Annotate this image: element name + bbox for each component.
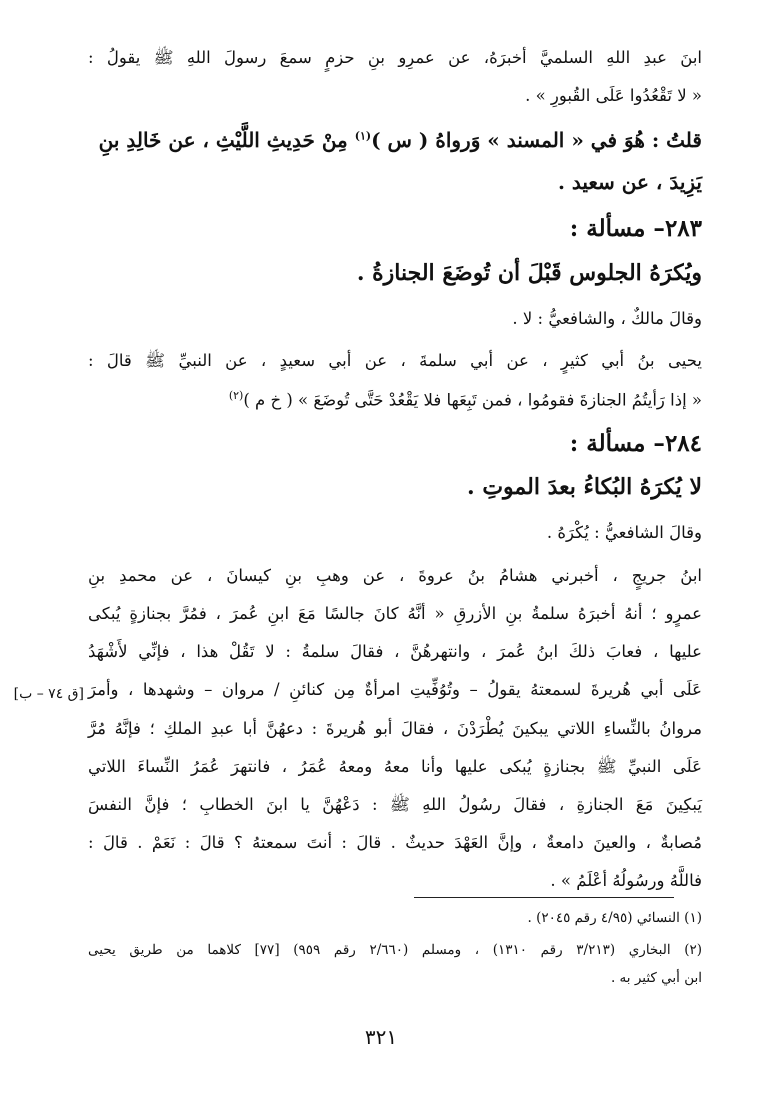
footnote-separator	[414, 897, 674, 898]
section-heading: ٢٨٣– مسألة :	[569, 215, 702, 242]
section-heading: ٢٨٤– مسألة :	[569, 430, 702, 457]
text-line: « لا تَقْعُدُوا عَلَى القُبورِ » .	[525, 86, 702, 105]
text-line: فاللَّهُ ورسُولُهُ أعْلَمُ » .	[550, 871, 702, 890]
footnote-reference: (٢)	[228, 389, 244, 402]
footnote: (١) النسائي (٤/٩٥ رقم ٢٠٤٥) .	[527, 910, 702, 926]
text-line: مروانُ بالنِّساءِ اللاتي يبكينَ يُطْرَدْنَ ، فقالَ أبو هُريرةَ : دعهُنَّ أبا عبدِ الملكِ ؛ فإنَّهُ مُرَّ	[88, 719, 702, 738]
text-line: عَلَى النبيِّ ﷺ بجنازةٍ يُبكى عليها وأنا معهُ ومعهُ عُمَرُ ، فانتهرَ عُمَرُ النِّساءَ اللاتي	[88, 757, 702, 776]
text-line: وقالَ مالكٌ ، والشافعيُّ : لا .	[512, 309, 702, 328]
text-line: عليها ، فعابَ ذلكَ ابنُ عُمرَ ، وانتهرهُنَّ ، فقالَ سلمةُ : لا تَقُلْ هذا ، فإنِّي لأَشْهَدُ	[88, 642, 702, 661]
text-line: ويُكرَهُ الجلوس قَبْلَ أن تُوضَعَ الجنازةُ .	[356, 260, 702, 286]
text-line: ابنَ عبدِ اللهِ السلميَّ أخبرَهُ، عن عمرِو بنِ حزمٍ سمعَ رسولَ اللهِ ﷺ يقولُ :	[88, 48, 702, 67]
text-line: قلتُ : هُوَ في « المسند » وَرواهُ ( س )$^{(١)}$ مِنْ حَدِيثِ اللَّيْثِ ، عن خَالِدِ بنِ	[98, 128, 702, 152]
text-line: وقالَ الشافعيُّ : يُكْرَهُ .	[546, 523, 702, 542]
text-line: « إذا رَأيتُمُ الجنازةَ فقومُوا ، فمن تَبِعَها فلا يَقْعُدْ حَتَّى تُوضَعَ » ( خ م )$^{(٢)}$	[228, 389, 702, 410]
text-line: يحيى بنُ أبي كثيرٍ ، عن أبي سلمةَ ، عن أبي سعيدٍ ، عن النبيِّ ﷺ قالَ :	[88, 351, 702, 370]
text-line: عمرٍو ؛ أنهُ أخبرَهُ سلمةُ بنِ الأزرقِ « أنَّهُ كانَ جالسًا مَعَ ابنِ عُمرَ ، فمُرَّ بجنازةٍ يُبكى	[88, 604, 702, 623]
footnote-reference: (١)	[354, 129, 372, 143]
text-line: مُصابةٌ ، والعينَ دامعةٌ ، وإنَّ العَهْدَ حديثٌ . قالَ : أنتَ سمعتهُ ؟ قالَ : نَعَمْ . قالَ :	[88, 833, 702, 852]
text-line: عَلَى أبي هُريرةَ لسمعتهُ يقولُ – وتُوُفِّيتِ امرأةٌ مِن كنائنِ / مروان – وشهدها ، وأمرَ	[88, 680, 702, 699]
text-line: لا يُكرَهُ البُكاءُ بعدَ الموتِ .	[467, 474, 702, 500]
text-line: يَبكِينَ مَعَ الجنازةِ ، فقالَ رسُولُ اللهِ ﷺ : دَعْهُنَّ يا ابنَ الخطابِ ؛ فإنَّ النفسَ	[88, 795, 702, 814]
page-number: ٣٢١	[364, 1025, 398, 1049]
footnote: ابن أبي كثير به .	[610, 970, 702, 986]
text-line: يَزِيدَ ، عن سعيد .	[557, 170, 702, 194]
margin-reference: [ق ٧٤ – ب]	[13, 686, 84, 702]
footnote: (٢) البخاري (٣/٢١٣ رقم ١٣١٠) ، ومسلم (٢/٦٦٠ رقم ٩٥٩) [٧٧] كلاهما من طريق يحيى	[88, 942, 703, 958]
text-line: ابنُ جريجٍ ، أخبرني هشامُ بنُ عروةَ ، عن وهبِ بنِ كيسانَ ، عن محمدِ بنِ	[88, 566, 702, 585]
